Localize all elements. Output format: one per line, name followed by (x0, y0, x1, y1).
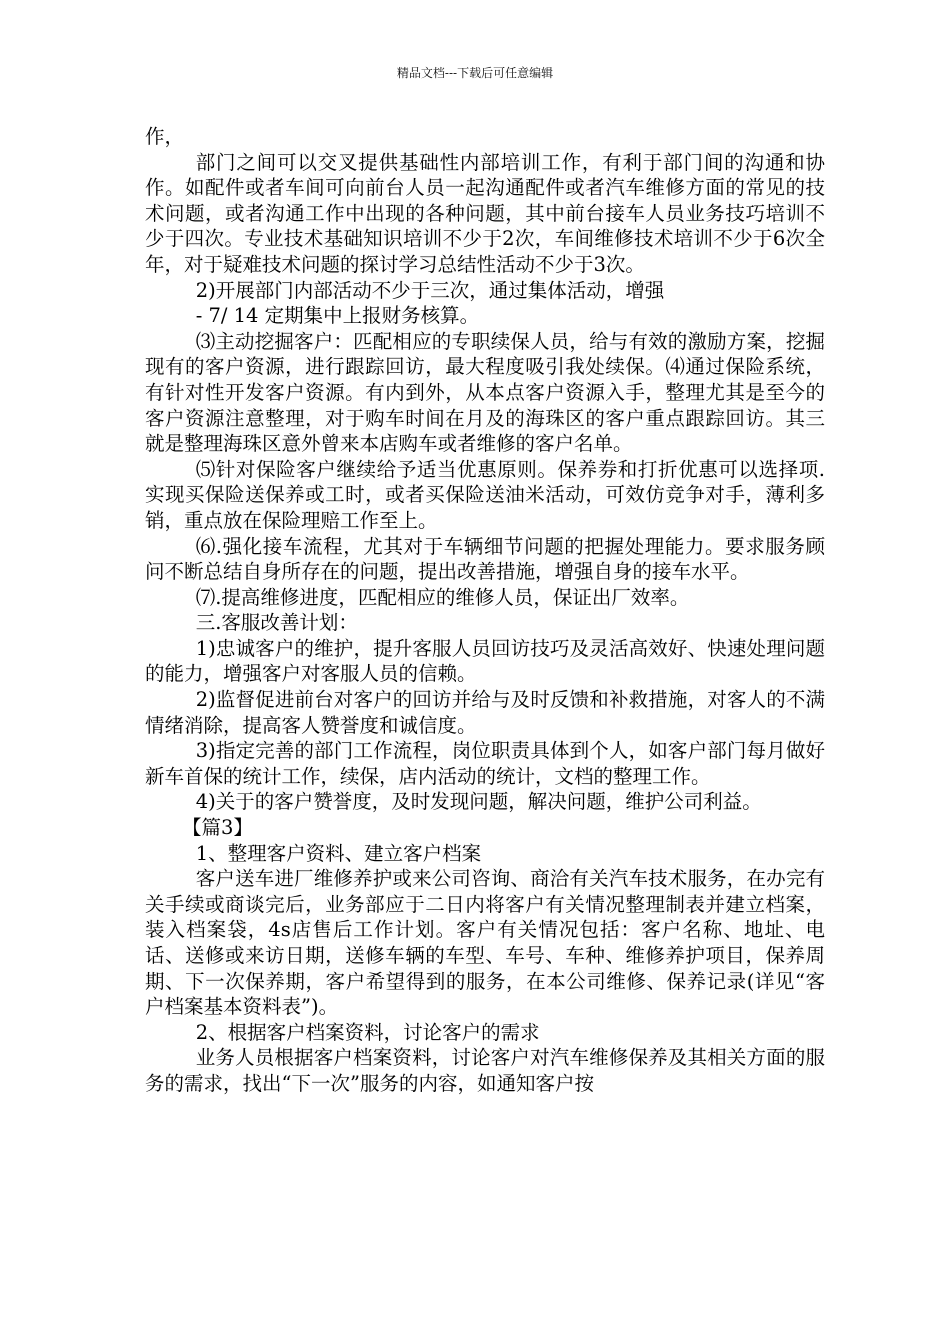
paragraph-customer-needs: 业务人员根据客户档案资料，讨论客户对汽车维修保养及其相关方面的服务的需求，找出“下一次”服务的内容，如通知客户按 (145, 1046, 825, 1095)
paragraph-loyal-customers: 1)忠诚客户的维护，提升客服人员回访技巧及灵活高效好、快速处理问题的能力，增强客户对客服人员的信赖。 (145, 636, 825, 686)
paragraph-repair-progress: ⑺.提高维修进度，匹配相应的维修人员，保证出厂效率。 (195, 585, 690, 609)
section-heading-service-plan: 三.客服改善计划： (195, 611, 358, 635)
paragraph-training: 部门之间可以交叉提供基础性内部培训工作，有利于部门间的沟通和协作。如配件或者车间可向前台人员一起沟通配件或者汽车维修方面的常见的技术问题，或者沟通工作中出现的各种问题，其中前台接车人员业务技巧培训不少于四次。专业技术基础知识培训不少于2次，车间维修技术培训不少于6次全年，对于疑难技术问题的探讨学习总结性活动不少于3次。 (145, 150, 825, 276)
page-number-line: - 7/ 14 定期集中上报财务核算。 (195, 304, 480, 328)
paragraph-insurance-discount: ⑸针对保险客户继续给予适当优惠原则。保养券和打折优惠可以选择项.实现买保险送保养或工时，或者买保险送油米活动，可效仿竞争对手，薄利多销，重点放在保险理赔工作至上。 (145, 457, 825, 532)
paragraph-supervise-followup: 2)监督促进前台对客户的回访并给与及时反馈和补救措施，对客人的不满情绪消除，提高客人赞誉度和诚信度。 (145, 688, 825, 737)
section-heading-part3: 【篇3】 (182, 816, 253, 840)
page-header: 精品文档---下载后可任意编辑 (396, 66, 554, 80)
document-body (145, 124, 825, 1097)
paragraph-mining-customers: ⑶主动挖掘客户：匹配相应的专职续保人员，给与有效的激励方案，挖掘现有的客户资源，进行跟踪回访，最大程度吸引我处续保。⑷通过保险系统，有针对性开发客户资源。有内到外，从本点客户资源入手，整理尤其是至今的客户资源注意整理，对于购车时间在月及的海珠区的客户重点跟踪回访。其三就是整理海珠区意外曾来本店购车或者维修的客户名单。 (145, 329, 825, 456)
paragraph-reception-process: ⑹.强化接车流程，尤其对于车辆细节问题的把握处理能力。要求服务顾问不断总结自身所存在的问题，提出改善措施，增强自身的接车水平。 (145, 534, 825, 584)
paragraph-continuation: 作， (145, 125, 185, 148)
heading-customer-needs: 2、根据客户档案资料，讨论客户的需求 (195, 1020, 540, 1044)
heading-customer-files: 1、整理客户资料、建立客户档案 (195, 841, 482, 865)
paragraph-internal-activities: 2)开展部门内部活动不少于三次，通过集体活动，增强 (195, 278, 665, 302)
paragraph-reputation: 4)关于的客户赞誉度，及时发现问题，解决问题，维护公司利益。 (195, 790, 762, 814)
paragraph-workflow: 3)指定完善的部门工作流程，岗位职责具体到个人，如客户部门每月做好新车首保的统计工作，续保，店内活动的统计，文档的整理工作。 (145, 739, 825, 788)
paragraph-customer-files: 客户送车进厂维修养护或来公司咨询、商洽有关汽车技术服务，在办完有关手续或商谈完后，业务部应于二日内将客户有关情况整理制表并建立档案，装入档案袋，4s店售后工作计划。客户有关情况包括：客户名称、地址、电话、送修或来访日期，送修车辆的车型、车号、车种、维修养护项目，保养周期、下一次保养期，客户希望得到的服务，在本公司维修、保养记录(详见“客户档案基本资料表”)。 (145, 867, 825, 1019)
